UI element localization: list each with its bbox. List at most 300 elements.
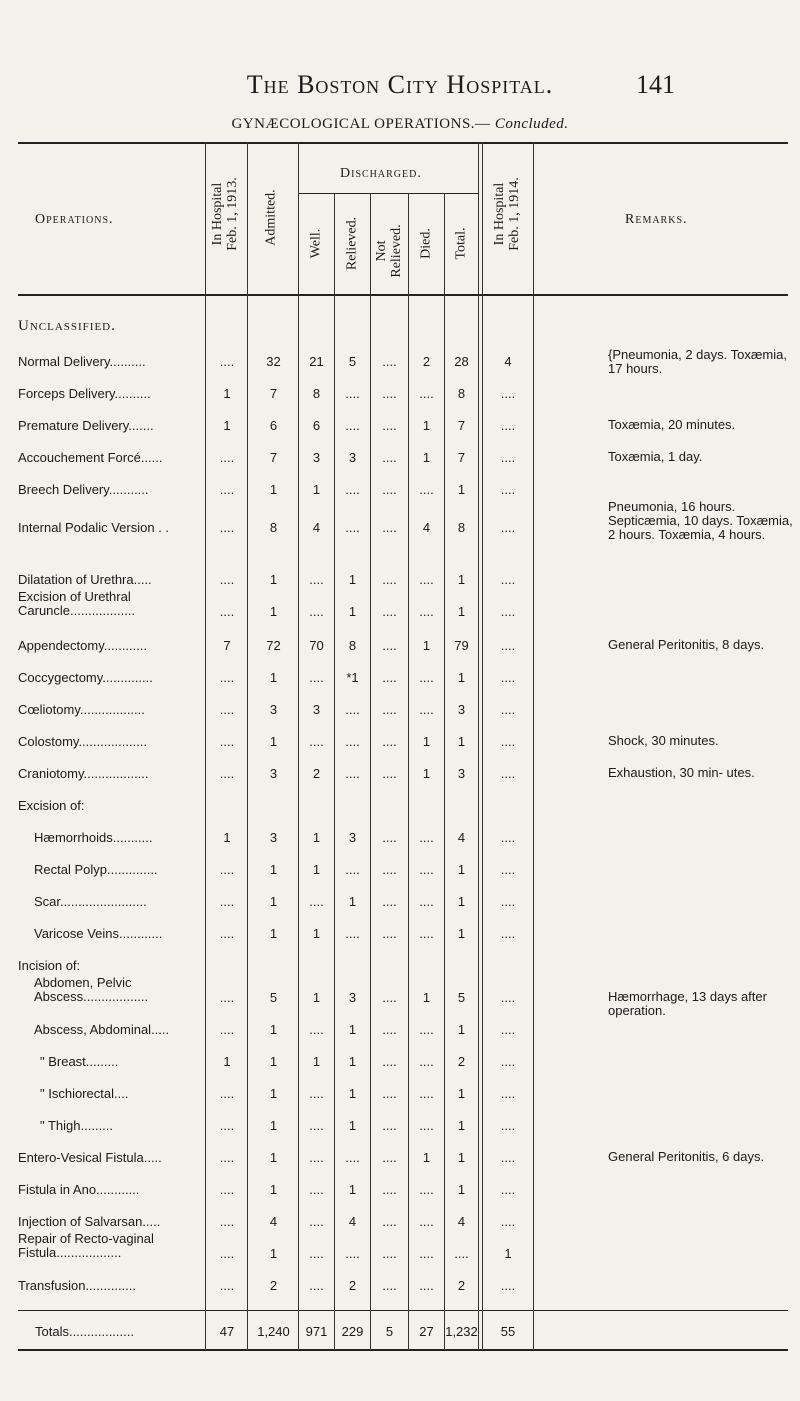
- operation-name: Excision of Urethral Caruncle..................: [18, 590, 136, 618]
- cell-well: ....: [309, 894, 324, 909]
- cell-h14: ....: [500, 670, 516, 685]
- operation-name: " Ischiorectal....: [40, 1086, 129, 1101]
- cell-died: 1: [422, 1150, 431, 1165]
- totals-h14: 55: [500, 1324, 516, 1339]
- cell-adm: 1: [269, 1086, 278, 1101]
- cell-adm: 1: [269, 894, 278, 909]
- operation-name: Cœliotomy..................: [18, 702, 145, 717]
- cell-well: 1: [312, 830, 321, 845]
- cell-died: 1: [422, 450, 431, 465]
- cell-notrel: ....: [382, 1182, 397, 1197]
- table-title: [0, 116, 800, 133]
- cell-total: 7: [457, 450, 466, 465]
- cell-notrel: ....: [382, 1214, 397, 1229]
- cell-h14: ....: [500, 862, 516, 877]
- cell-notrel: ....: [382, 450, 397, 465]
- header-discharged: Discharged.: [340, 166, 422, 181]
- cell-h14: ....: [500, 1086, 516, 1101]
- cell-adm: 5: [269, 990, 278, 1005]
- cell-total: 1: [457, 1022, 466, 1037]
- operation-name: Repair of Recto-vaginal Fistula..................: [18, 1232, 154, 1260]
- operation-name: Dilatation of Urethra.....: [18, 572, 152, 587]
- header-not-relieved-line1: Not: [374, 240, 389, 262]
- cell-rel: 3: [348, 450, 357, 465]
- cell-well: ....: [309, 1278, 324, 1293]
- cell-notrel: ....: [382, 1150, 397, 1165]
- cell-notrel: ....: [382, 830, 397, 845]
- cell-died: ....: [419, 894, 434, 909]
- col-divider: [205, 142, 206, 1350]
- col-divider: [478, 142, 479, 1350]
- cell-rel: 1: [348, 1086, 357, 1101]
- header-relieved: [345, 209, 360, 279]
- cell-rel: ....: [345, 766, 360, 781]
- cell-h14: ....: [500, 830, 516, 845]
- cell-adm: 7: [269, 386, 278, 401]
- cell-adm: 3: [269, 766, 278, 781]
- cell-notrel: ....: [382, 1054, 397, 1069]
- cell-notrel: ....: [382, 990, 397, 1005]
- cell-died: ....: [419, 926, 434, 941]
- operation-name: Transfusion..............: [18, 1278, 137, 1293]
- cell-died: ....: [419, 1118, 434, 1133]
- operation-name: Scar........................: [34, 894, 147, 909]
- cell-died: 1: [422, 734, 431, 749]
- cell-adm: 7: [269, 450, 278, 465]
- cell-rel: ....: [345, 418, 360, 433]
- cell-notrel: ....: [382, 386, 397, 401]
- cell-well: 6: [312, 418, 321, 433]
- operation-name: Entero-Vesical Fistula.....: [18, 1150, 162, 1165]
- cell-h14: ....: [500, 572, 516, 587]
- cell-well: ....: [309, 604, 324, 619]
- running-title: The Boston City Hospital.: [246, 70, 554, 99]
- cell-h14: ....: [500, 894, 516, 909]
- cell-h14: ....: [500, 482, 516, 497]
- section-heading: Unclassified.: [18, 318, 116, 334]
- operation-name: Craniotomy..................: [18, 766, 149, 781]
- cell-h13: ....: [219, 354, 235, 369]
- cell-well: 2: [312, 766, 321, 781]
- cell-h14: ....: [500, 418, 516, 433]
- operation-name: Colostomy...................: [18, 734, 148, 749]
- cell-adm: 1: [269, 1118, 278, 1133]
- cell-total: 2: [457, 1054, 466, 1069]
- header-in-hospital-1913-line1: In Hospital: [210, 182, 225, 246]
- discharged-rule: [298, 193, 478, 194]
- cell-h14: ....: [500, 702, 516, 717]
- cell-notrel: ....: [382, 418, 397, 433]
- operation-name: Premature Delivery.......: [18, 418, 154, 433]
- totals-relieved: 229: [341, 1324, 364, 1339]
- header-in-hospital-1914-line2: Feb. 1, 1914.: [507, 177, 522, 251]
- cell-rel: 8: [348, 638, 357, 653]
- cell-adm: 1: [269, 1246, 278, 1261]
- cell-h13: ....: [219, 734, 235, 749]
- cell-rel: ....: [345, 386, 360, 401]
- cell-h14: ....: [500, 990, 516, 1005]
- header-not-relieved-line2: Relieved.: [389, 224, 404, 278]
- col-divider: [247, 142, 248, 1350]
- cell-adm: 1: [269, 572, 278, 587]
- cell-h13: ....: [219, 450, 235, 465]
- cell-total: 2: [457, 1278, 466, 1293]
- page-number: 141: [636, 70, 675, 99]
- cell-h13: ....: [219, 990, 235, 1005]
- cell-total: 1: [457, 894, 466, 909]
- cell-total: 1: [457, 734, 466, 749]
- cell-adm: 1: [269, 1022, 278, 1037]
- cell-well: ....: [309, 1086, 324, 1101]
- operation-name: " Breast.........: [40, 1054, 119, 1069]
- cell-h14: ....: [500, 1022, 516, 1037]
- cell-h14: ....: [500, 604, 516, 619]
- operation-name: Abscess, Abdominal.....: [34, 1022, 170, 1037]
- cell-h14: ....: [500, 1150, 516, 1165]
- cell-adm: 32: [266, 354, 281, 369]
- cell-h13: ....: [219, 520, 235, 535]
- cell-h13: 1: [223, 386, 231, 401]
- cell-h13: ....: [219, 482, 235, 497]
- cell-h14: ....: [500, 520, 516, 535]
- cell-adm: 2: [269, 1278, 278, 1293]
- cell-well: ....: [309, 1150, 324, 1165]
- header-remarks: Remarks.: [625, 212, 688, 227]
- cell-h13: ....: [219, 1182, 235, 1197]
- cell-rel: 1: [348, 1118, 357, 1133]
- cell-well: ....: [309, 572, 324, 587]
- cell-h14: ....: [500, 734, 516, 749]
- cell-rel: 5: [348, 354, 357, 369]
- table-title-italic: Concluded.: [494, 116, 569, 132]
- cell-died: ....: [419, 482, 434, 497]
- totals-top-rule: [18, 1310, 788, 1311]
- cell-well: 1: [312, 862, 321, 877]
- cell-adm: 1: [269, 604, 278, 619]
- cell-well: 1: [312, 926, 321, 941]
- cell-adm: 1: [269, 1150, 278, 1165]
- top-rule: [18, 142, 788, 144]
- operation-name: Breech Delivery...........: [18, 482, 149, 497]
- cell-notrel: ....: [382, 482, 397, 497]
- cell-total: 1: [457, 926, 466, 941]
- cell-died: ....: [419, 862, 434, 877]
- cell-h14: ....: [500, 1214, 516, 1229]
- cell-adm: 1: [269, 670, 278, 685]
- header-bottom-rule: [18, 294, 788, 296]
- cell-well: 3: [312, 702, 321, 717]
- cell-h14: ....: [500, 450, 516, 465]
- cell-total: 28: [454, 354, 469, 369]
- cell-well: 70: [309, 638, 324, 653]
- cell-died: 1: [422, 766, 431, 781]
- cell-h14: 1: [504, 1246, 512, 1261]
- cell-rel: ....: [345, 520, 360, 535]
- cell-rel: 3: [348, 830, 357, 845]
- cell-h13: 7: [223, 638, 231, 653]
- cell-total: 1: [457, 482, 466, 497]
- cell-rel: 1: [348, 1054, 357, 1069]
- cell-rel: 4: [348, 1214, 357, 1229]
- cell-notrel: ....: [382, 1278, 397, 1293]
- cell-total: 5: [457, 990, 466, 1005]
- cell-h14: ....: [500, 1054, 516, 1069]
- cell-adm: 4: [269, 1214, 278, 1229]
- header-admitted-label: Admitted.: [263, 189, 279, 246]
- cell-rel: 1: [348, 894, 357, 909]
- cell-well: ....: [309, 734, 324, 749]
- cell-h13: ....: [219, 572, 235, 587]
- cell-well: 3: [312, 450, 321, 465]
- cell-total: 3: [457, 766, 466, 781]
- cell-h14: ....: [500, 1118, 516, 1133]
- operation-name: Fistula in Ano............: [18, 1182, 140, 1197]
- cell-notrel: ....: [382, 702, 397, 717]
- header-admitted: [264, 173, 279, 263]
- cell-adm: 1: [269, 482, 278, 497]
- cell-died: 2: [422, 354, 431, 369]
- cell-well: ....: [309, 1214, 324, 1229]
- cell-died: 1: [422, 638, 431, 653]
- remarks-text: General Peritonitis, 6 days.: [608, 1149, 765, 1164]
- operation-name: Excision of:: [18, 798, 85, 813]
- cell-rel: ....: [345, 862, 360, 877]
- remarks-text: Hæmorrhage, 13 days after operation.: [608, 989, 767, 1018]
- cell-h13: ....: [219, 1150, 235, 1165]
- cell-h14: ....: [500, 926, 516, 941]
- cell-notrel: ....: [382, 354, 397, 369]
- remarks-text: Shock, 30 minutes.: [608, 733, 719, 748]
- cell-notrel: ....: [382, 1118, 397, 1133]
- cell-h13: ....: [219, 894, 235, 909]
- cell-died: ....: [419, 1022, 434, 1037]
- cell-notrel: ....: [382, 520, 397, 535]
- cell-died: ....: [419, 670, 434, 685]
- operation-name: Injection of Salvarsan.....: [18, 1214, 161, 1229]
- cell-total: 1: [457, 1182, 466, 1197]
- cell-total: 4: [457, 830, 466, 845]
- header-died: [419, 214, 434, 274]
- cell-total: 1: [457, 1118, 466, 1133]
- operation-name: Appendectomy............: [18, 638, 148, 653]
- operation-name: Forceps Delivery..........: [18, 386, 151, 401]
- cell-rel: ....: [345, 702, 360, 717]
- header-in-hospital-1913-line2: Feb. 1, 1913.: [225, 177, 240, 251]
- cell-total: 1: [457, 572, 466, 587]
- header-died-label: Died.: [418, 228, 434, 259]
- cell-adm: 1: [269, 862, 278, 877]
- cell-h14: 4: [504, 354, 512, 369]
- cell-rel: *1: [346, 670, 359, 685]
- cell-well: 4: [312, 520, 321, 535]
- totals-not-relieved: 5: [385, 1324, 394, 1339]
- remarks-text: General Peritonitis, 8 days.: [608, 637, 765, 652]
- cell-died: 1: [422, 418, 431, 433]
- cell-rel: ....: [345, 926, 360, 941]
- cell-died: 1: [422, 990, 431, 1005]
- cell-h13: ....: [219, 926, 235, 941]
- cell-well: ....: [309, 1118, 324, 1133]
- cell-rel: 1: [348, 604, 357, 619]
- header-in-hospital-1914: [492, 159, 522, 269]
- cell-well: ....: [309, 1246, 324, 1261]
- cell-h14: ....: [500, 1278, 516, 1293]
- cell-notrel: ....: [382, 894, 397, 909]
- cell-rel: 2: [348, 1278, 357, 1293]
- cell-adm: 1: [269, 926, 278, 941]
- cell-total: 1: [457, 670, 466, 685]
- cell-died: ....: [419, 572, 434, 587]
- operation-name: Varicose Veins............: [34, 926, 163, 941]
- cell-well: 8: [312, 386, 321, 401]
- cell-rel: 1: [348, 572, 357, 587]
- totals-well: 971: [305, 1324, 328, 1339]
- cell-total: 7: [457, 418, 466, 433]
- cell-well: ....: [309, 1022, 324, 1037]
- cell-well: ....: [309, 1182, 324, 1197]
- cell-adm: 1: [269, 1054, 278, 1069]
- cell-adm: 8: [269, 520, 278, 535]
- cell-h13: ....: [219, 1246, 235, 1261]
- totals-died: 27: [419, 1324, 434, 1339]
- cell-h13: ....: [219, 1118, 235, 1133]
- operation-name: Incision of:: [18, 958, 81, 973]
- cell-total: 1: [457, 1086, 466, 1101]
- cell-notrel: ....: [382, 638, 397, 653]
- cell-well: 1: [312, 990, 321, 1005]
- operation-name: Coccygectomy..............: [18, 670, 153, 685]
- cell-total: ....: [454, 1246, 469, 1261]
- header-in-hospital-1913: [210, 159, 240, 269]
- header-not-relieved: [374, 216, 404, 286]
- cell-adm: 3: [269, 702, 278, 717]
- cell-total: 1: [457, 604, 466, 619]
- totals-total: 1,232: [445, 1324, 478, 1339]
- cell-rel: 1: [348, 1182, 357, 1197]
- cell-well: 1: [312, 482, 321, 497]
- cell-notrel: ....: [382, 862, 397, 877]
- cell-died: ....: [419, 1182, 434, 1197]
- cell-rel: ....: [345, 1246, 360, 1261]
- cell-h13: 1: [223, 418, 231, 433]
- operation-name: Hæmorrhoids...........: [34, 830, 153, 845]
- cell-died: ....: [419, 1214, 434, 1229]
- cell-well: ....: [309, 670, 324, 685]
- cell-h14: ....: [500, 766, 516, 781]
- cell-died: ....: [419, 1086, 434, 1101]
- header-well: [309, 214, 324, 274]
- remarks-text: Pneumonia, 16 hours. Septicæmia, 10 days. Toxæmia, 2 hours. Toxæmia, 4 hours.: [608, 499, 793, 542]
- cell-notrel: ....: [382, 604, 397, 619]
- remarks-text: Toxæmia, 20 minutes.: [608, 417, 736, 432]
- cell-rel: 1: [348, 1022, 357, 1037]
- cell-total: 1: [457, 1150, 466, 1165]
- cell-rel: ....: [345, 734, 360, 749]
- header-relieved-label: Relieved.: [344, 216, 360, 271]
- cell-died: ....: [419, 1278, 434, 1293]
- cell-notrel: ....: [382, 1246, 397, 1261]
- cell-notrel: ....: [382, 572, 397, 587]
- cell-died: ....: [419, 386, 434, 401]
- cell-died: ....: [419, 604, 434, 619]
- header-well-label: Well.: [308, 228, 324, 259]
- operation-name: Accouchement Forcé......: [18, 450, 163, 465]
- header-total: [454, 214, 469, 274]
- cell-h13: ....: [219, 862, 235, 877]
- cell-notrel: ....: [382, 1086, 397, 1101]
- cell-rel: ....: [345, 482, 360, 497]
- cell-died: 4: [422, 520, 431, 535]
- remarks-text: Exhaustion, 30 min- utes.: [608, 765, 755, 780]
- cell-h13: ....: [219, 1022, 235, 1037]
- table-title-main: GYNÆCOLOGICAL OPERATIONS.—: [231, 116, 491, 132]
- cell-h14: ....: [500, 1182, 516, 1197]
- totals-label: Totals..................: [35, 1324, 134, 1339]
- cell-adm: 1: [269, 1182, 278, 1197]
- cell-h13: ....: [219, 1086, 235, 1101]
- cell-total: 3: [457, 702, 466, 717]
- header-total-label: Total.: [453, 227, 469, 260]
- cell-died: ....: [419, 830, 434, 845]
- cell-notrel: ....: [382, 926, 397, 941]
- cell-total: 1: [457, 862, 466, 877]
- cell-h14: ....: [500, 638, 516, 653]
- cell-h13: ....: [219, 1214, 235, 1229]
- cell-notrel: ....: [382, 670, 397, 685]
- cell-rel: ....: [345, 1150, 360, 1165]
- cell-h13: 1: [223, 1054, 231, 1069]
- cell-h14: ....: [500, 386, 516, 401]
- operation-name: Internal Podalic Version . .: [18, 520, 170, 535]
- cell-died: ....: [419, 1246, 434, 1261]
- cell-adm: 3: [269, 830, 278, 845]
- cell-total: 79: [454, 638, 469, 653]
- cell-h13: ....: [219, 702, 235, 717]
- cell-h13: ....: [219, 670, 235, 685]
- cell-well: 21: [309, 354, 324, 369]
- totals-admitted: 1,240: [257, 1324, 290, 1339]
- cell-adm: 6: [269, 418, 278, 433]
- cell-total: 4: [457, 1214, 466, 1229]
- cell-rel: 3: [348, 990, 357, 1005]
- operation-name: Normal Delivery..........: [18, 354, 146, 369]
- cell-well: 1: [312, 1054, 321, 1069]
- cell-notrel: ....: [382, 1022, 397, 1037]
- cell-h13: ....: [219, 766, 235, 781]
- operation-name: Abdomen, Pelvic Abscess..................: [34, 976, 149, 1004]
- remarks-text: Toxæmia, 1 day.: [608, 449, 703, 464]
- cell-notrel: ....: [382, 734, 397, 749]
- totals-h13: 47: [219, 1324, 235, 1339]
- cell-died: ....: [419, 702, 434, 717]
- cell-h13: ....: [219, 1278, 235, 1293]
- operation-name: " Thigh.........: [40, 1118, 114, 1133]
- header-in-hospital-1914-line1: In Hospital: [492, 182, 507, 246]
- cell-adm: 72: [266, 638, 281, 653]
- header-operations: Operations.: [35, 212, 114, 227]
- cell-adm: 1: [269, 734, 278, 749]
- operation-name: Rectal Polyp..............: [34, 862, 158, 877]
- cell-h13: ....: [219, 604, 235, 619]
- cell-died: ....: [419, 1054, 434, 1069]
- cell-total: 8: [457, 520, 466, 535]
- cell-total: 8: [457, 386, 466, 401]
- cell-notrel: ....: [382, 766, 397, 781]
- col-divider: [533, 142, 534, 1350]
- cell-h13: 1: [223, 830, 231, 845]
- remarks-text: {Pneumonia, 2 days. Toxæmia, 17 hours.: [608, 347, 787, 376]
- bottom-rule: [18, 1349, 788, 1351]
